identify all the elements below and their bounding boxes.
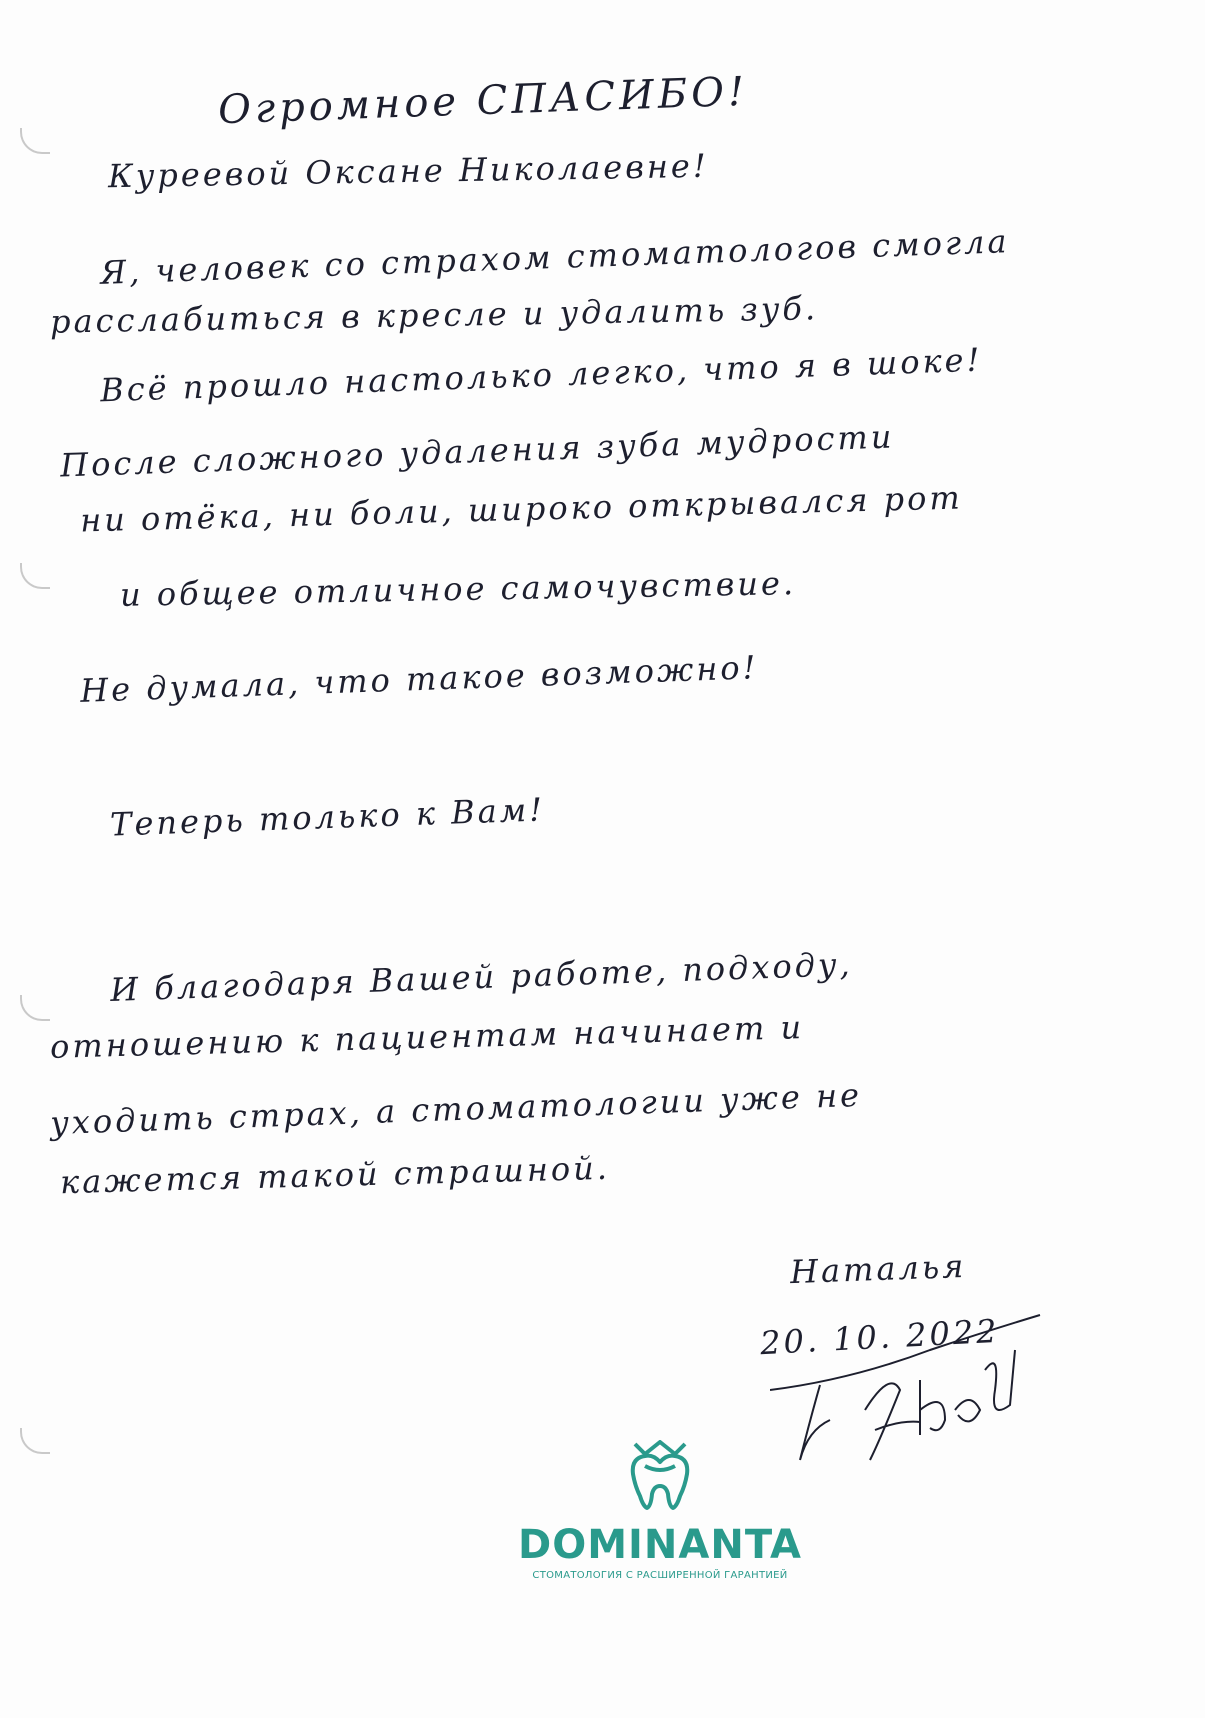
letter-line-13: кажется такой страшной. [59,1148,611,1202]
letter-line-11: отношению к пациентам начинает и [49,1008,805,1066]
signature-date: 20. 10. 2022 [759,1311,1001,1363]
letter-line-12: уходить страх, а стоматологии уже не [49,1075,863,1143]
logo-name: DOMINANTA [518,1522,802,1568]
handwritten-signature [770,1310,1050,1480]
letter-line-1: Куреевой Оксане Николаевне! [107,146,709,196]
letter-line-2: Я, человек со страхом стоматологов смогла [99,222,1011,292]
punch-hole-4 [20,1428,50,1454]
letter-title: Огромное СПАСИБО! [217,68,749,134]
logo-tagline: СТОМАТОЛОГИЯ С РАСШИРЕННОЙ ГАРАНТИЕЙ [532,1570,788,1581]
punch-hole-3 [20,995,50,1021]
letter-line-4: Всё прошло настолько легко, что я в шоке! [99,340,983,410]
punch-hole-1 [20,128,50,154]
tooth-crown-icon [625,1440,695,1512]
letter-line-10: И благодаря Вашей работе, подходу, [109,945,854,1009]
letter-line-9: Теперь только к Вам! [109,790,546,844]
punch-hole-2 [20,563,50,589]
letter-line-6: ни отёка, ни боли, широко открывался рот [79,478,964,540]
clinic-logo [510,1440,810,1581]
signature-name: Наталья [789,1246,967,1292]
letter-line-7: и общее отличное самочувствие. [119,564,797,614]
letter-line-3: расслабиться в кресле и удалить зуб. [49,289,819,341]
letter-line-8: Не думала, что такое возможно! [79,648,760,710]
letter-line-5: После сложного удаления зуба мудрости [59,417,895,485]
